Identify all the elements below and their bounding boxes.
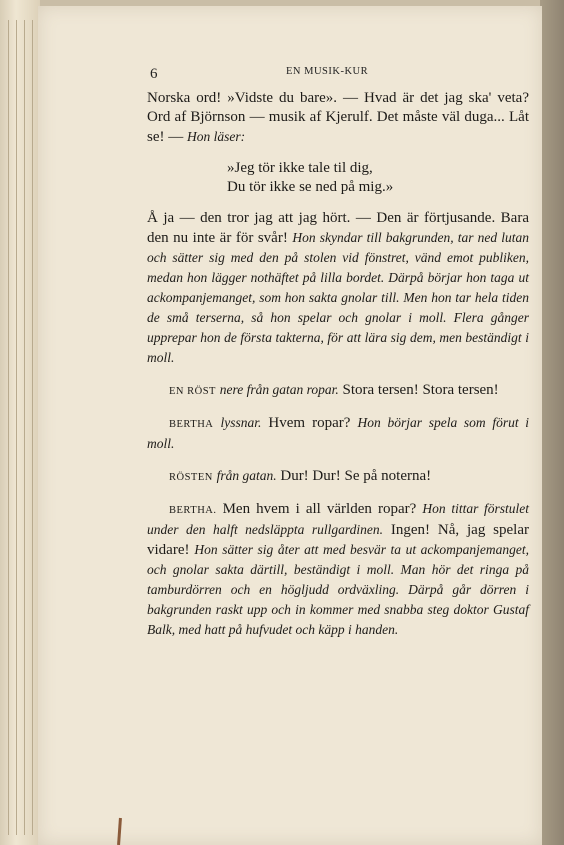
scan-background-right — [540, 0, 564, 845]
speaker-name: RÖSTEN — [169, 472, 213, 483]
stage-direction: Hon läser: — [187, 129, 246, 144]
dialogue-text: Men hvem i all världen ropar? — [222, 501, 417, 517]
dialogue-text: Hvem ropar? — [268, 415, 351, 431]
stage-direction: nere från gatan ropar. — [219, 382, 339, 397]
verse-line: »Jeg tör ikke tale til dig, — [227, 160, 373, 176]
book-page-edges — [0, 0, 40, 845]
paragraph — [147, 466, 529, 487]
dialogue-text: Å ja — den tror jag att jag hört. — Den är förtjusande. Bara den nu inte är för svår! — [147, 210, 529, 246]
dialogue-text: Norska ord! »Vidste du bare». — Hvad är det jag ska' veta? Ord af Björnson — musik af Kjerulf. Det måste väl duga... Låt se! — — [147, 90, 529, 145]
spacer — [147, 454, 529, 466]
page-text — [147, 89, 529, 640]
page-number: 6 — [150, 66, 158, 82]
spacer — [147, 147, 529, 159]
stage-direction: Hon tittar förstulet under den halft nedsläppta rullgardinen. — [147, 501, 530, 537]
paragraph — [147, 413, 529, 454]
paragraph — [147, 89, 529, 147]
speaker-name: BERTHA. — [169, 505, 217, 516]
paragraph — [147, 499, 529, 640]
running-header: EN MUSIK-KUR — [286, 66, 369, 77]
verse-line: Du tör ikke se ned på mig.» — [227, 179, 394, 195]
spacer — [147, 368, 529, 380]
spacer — [147, 197, 529, 209]
page-edge-line — [24, 20, 25, 835]
stage-direction: Hon skyndar till bakgrunden, tar ned lutan och sätter sig med den på stolen vid fönstret, vänd emot publiken, medan hon lägger nothäftet på lilla bordet. Därpå börjar hon taga ut ackompanjemanget, som hon sakta gnolar till. Men hon tar hela tiden de små terserna, så hon spelar och gnolar i moll. Flera gånger upprepar hon de första takterna, för att lära sig dem, men beständigt i moll. — [147, 230, 530, 365]
paragraph — [147, 209, 529, 368]
speaker-name: EN RÖST — [169, 386, 216, 397]
dialogue-text: Dur! Dur! Se på noterna! — [280, 468, 432, 484]
page-edge-line — [16, 20, 17, 835]
paragraph — [147, 380, 529, 401]
speaker-name: BERTHA — [169, 419, 214, 430]
dialogue-text: Ingen! Nå, jag spelar vidare! — [147, 522, 530, 558]
dialogue-text: Stora tersen! Stora tersen! — [342, 382, 499, 398]
stage-direction: lyssnar. — [220, 415, 262, 430]
page-edge-line — [8, 20, 9, 835]
stage-direction: Hon börjar spela som förut i moll. — [147, 415, 530, 451]
stage-direction: från gatan. — [216, 468, 277, 483]
stage-direction: Hon sätter sig åter att med besvär ta ut ackompanjemanget, och gnolar sakta därtill, beständigt i moll. Man hör det ringa på tamburdörren och en högljudd ordväxling. Därpå går dörren i bakgrunden raskt upp och in kommer med snabba steg doktor Gustaf Balk, med hatt på hufvudet och käpp i handen. — [147, 542, 529, 637]
spacer — [147, 487, 529, 499]
spacer — [147, 401, 529, 413]
page-edge-line — [32, 20, 33, 835]
